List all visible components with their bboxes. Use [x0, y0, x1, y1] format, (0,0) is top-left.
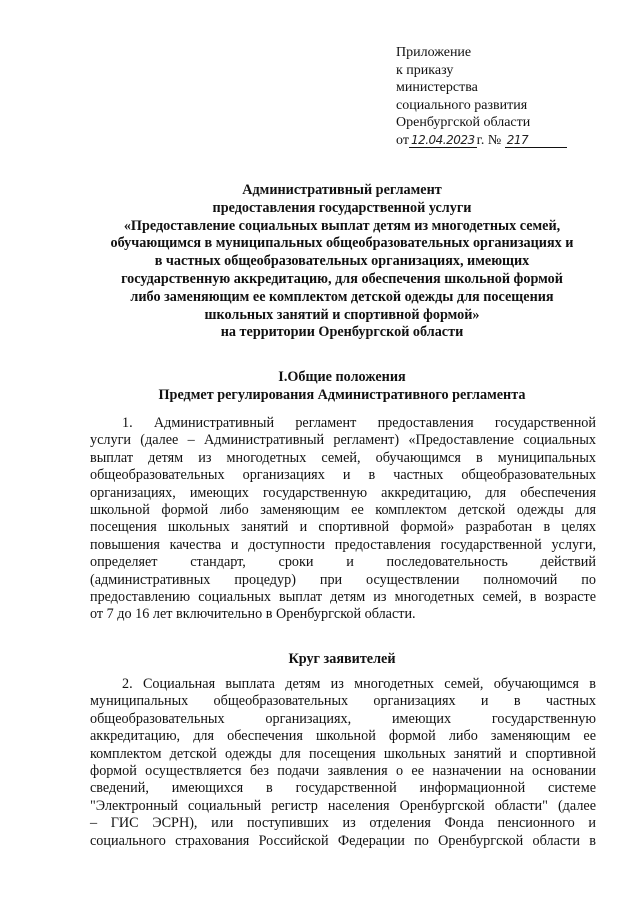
order-date-prefix: от [396, 132, 409, 148]
order-number-handwritten: 217 [505, 134, 567, 148]
title-line: Административный регламент [242, 182, 442, 198]
appendix-line: министерства [396, 80, 478, 96]
paragraph-line: услуги (далее – Административный регламент) «Предоставление социальных [90, 432, 596, 449]
section-heading-line: Круг заявителей [288, 651, 396, 667]
paragraph-2 [90, 676, 596, 850]
paragraph-line: организациях, имеющих государственную аккредитацию, для обеспечения [90, 484, 596, 501]
appendix-line: к приказу [396, 62, 454, 78]
appendix-line: социального развития [396, 97, 528, 113]
paragraph-line: повышения качества и доступности предоставления государственной услуги, [90, 536, 596, 553]
section-heading [78, 368, 606, 404]
title-line: школьных занятий и спортивной формой» [204, 306, 480, 323]
order-date-handwritten: 12.04.2023 [410, 132, 475, 147]
section-heading-line: Предмет регулирования Административного регламента [158, 387, 526, 403]
title-line: обучающимся в муниципальных общеобразовательных организациях и [110, 235, 574, 252]
paragraph-line: социального страхования Российской Федерации по Оренбургской области в [90, 832, 596, 849]
paragraph-line: школьной формой либо заменяющим ее комплектом детской одежды для [90, 502, 596, 519]
paragraph-line: муниципальных общеобразовательных организациях и в частных [90, 693, 596, 710]
paragraph-line: общеобразовательных организациях, имеющих государственную [90, 710, 596, 727]
paragraph-line: определяет стандарт, сроки и последовательность действий [90, 554, 596, 571]
document-title [78, 182, 606, 342]
order-date-number-line [396, 132, 567, 150]
appendix-header [396, 44, 567, 150]
section-heading [78, 650, 606, 668]
title-line: в частных общеобразовательных организациях, имеющих [154, 253, 530, 270]
paragraph-line: выплат детям из многодетных семей, обучающимся в муниципальных [90, 449, 596, 466]
paragraph-line: общеобразовательных организациях и в частных общеобразовательных [90, 467, 596, 484]
paragraph-line: 2. Социальная выплата детям из многодетных семей, обучающимся в [122, 676, 596, 692]
title-line: либо заменяющим ее комплектом детской одежды для посещения [130, 288, 554, 305]
paragraph-line: предоставлению социальных выплат детям из многодетных семей, в возрасте [90, 589, 596, 606]
title-line: предоставления государственной услуги [212, 199, 472, 216]
paragraph-line: аккредитацию, для обеспечения школьной формой либо заменяющим ее [90, 728, 596, 745]
appendix-line: Оренбургской области [396, 115, 531, 131]
paragraph-line: посещения школьных занятий и спортивной формой» разработан в целях [90, 519, 596, 536]
title-line: на территории Оренбургской области [220, 324, 464, 341]
paragraph-line: 1. Административный регламент предоставления государственной [122, 415, 596, 431]
paragraph-line: (административных процедур) при осуществлении полномочий по [90, 571, 596, 588]
paragraph-line: формой осуществляется без подачи заявления о ее назначении на основании [90, 763, 596, 780]
appendix-line: Приложение [396, 45, 472, 60]
title-line: «Предоставление социальных выплат детям из многодетных семей, [123, 217, 561, 234]
paragraph-1 [90, 415, 596, 624]
section-heading-line: I.Общие положения [278, 369, 406, 385]
title-line: государственную аккредитацию, для обеспечения школьной формой [121, 270, 563, 287]
paragraph-line: сведений, имеющихся в государственной информационной системе [90, 780, 596, 797]
order-number-prefix: г. № [476, 132, 502, 148]
paragraph-line: от 7 до 16 лет включительно в Оренбургской области. [90, 606, 416, 623]
paragraph-line: – ГИС ЭСРН), или поступивших из отделения Фонда пенсионного и [90, 815, 596, 832]
paragraph-line: "Электронный социальный регистр населения Оренбургской области" (далее [90, 797, 596, 814]
paragraph-line: комплектом детской одежды для посещения школьных занятий и спортивной [90, 745, 596, 762]
